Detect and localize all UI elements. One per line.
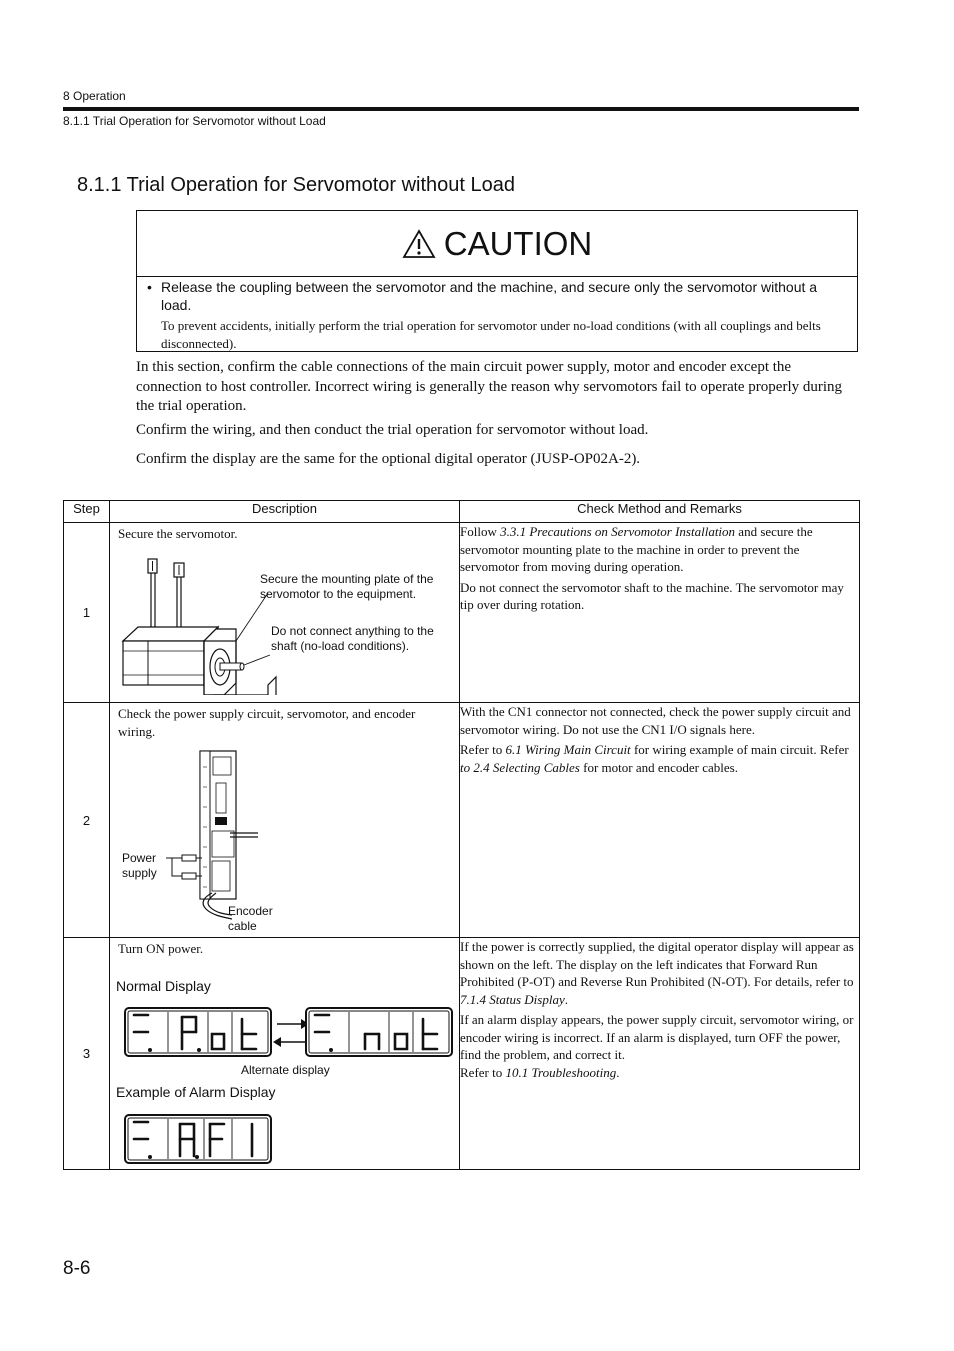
table-row [64, 703, 860, 938]
caution-header [137, 211, 857, 277]
remark-paragraph: If the power is correctly supplied, the digital operator display will appear as shown on the left. The display on the left indicates that Forward Run Prohibited (P-OT) and Reverse Run Prohibited (N-OT). For details, refer to 7.1.4 Status Display. [460, 939, 854, 1007]
caution-note: To prevent accidents, initially perform the trial operation for servomotor under no-load conditions (with all couplings and belts disconnected). [161, 318, 821, 351]
display-n-ot [305, 1007, 453, 1057]
warning-triangle-icon [402, 229, 436, 259]
remark-paragraph: Refer to 10.1 Troubleshooting. [460, 1064, 620, 1080]
header-step: Step [64, 501, 110, 523]
step-description-text: Turn ON power. [118, 941, 204, 956]
step-remarks [460, 938, 860, 1170]
step-description-text: Check the power supply circuit, servomotor, and encoder wiring. [118, 706, 416, 739]
remark-paragraph: Refer to 6.1 Wiring Main Circuit for wiring example of main circuit. Refer to 2.4 Selecting Cables for motor and encoder cables. [460, 742, 849, 775]
header-description: Description [110, 501, 460, 523]
remark-paragraph: Follow 3.3.1 Precautions on Servomotor Installation and secure the servomotor mounting plate to the machine in order to prevent the servomotor from moving during operation. [460, 524, 813, 574]
alternate-arrows-icon [273, 1014, 309, 1050]
page-number: 8-6 [63, 1258, 91, 1279]
encoder-cable-label: Encoder cable [228, 904, 273, 933]
display-alarm-a-f1 [124, 1114, 272, 1164]
power-supply-label: Power supply [122, 851, 157, 880]
intro-paragraph-1: In this section, confirm the cable connections of the main circuit power supply, motor and encoder except the connection to host controller. Incorrect wiring is generally the reason why servomotors fail to operate properly during the trial operation. [136, 359, 843, 414]
step-remarks [460, 703, 860, 938]
caution-label: CAUTION [443, 224, 593, 262]
remark-paragraph: If an alarm display appears, the power supply circuit, servomotor wiring, or encoder wiring is incorrect. If an alarm is displayed, turn OFF the power, find the problem, and correct it. [460, 1012, 854, 1062]
caution-bullet: • Release the coupling between the servomotor and the machine, and secure only the servomotor without a load. [147, 279, 818, 313]
table-row [64, 938, 860, 1170]
intro-paragraph-2: Confirm the wiring, and then conduct the trial operation for servomotor without load. [136, 422, 649, 438]
step-description [110, 523, 460, 703]
step-number: 2 [64, 703, 110, 938]
section-title: 8.1.1 Trial Operation for Servomotor without Load [77, 174, 516, 196]
trial-steps-table [63, 500, 860, 1170]
step-number: 3 [64, 938, 110, 1170]
running-header-chapter: 8 Operation [63, 89, 126, 103]
alternate-display-label: Alternate display [241, 1063, 330, 1077]
display-p-ot [124, 1007, 272, 1057]
remark-paragraph: With the CN1 connector not connected, check the power supply circuit and servomotor wiring. Do not use the CN1 I/O signals here. [460, 704, 851, 737]
normal-display-label: Normal Display [116, 978, 211, 994]
shaft-label: Do not connect anything to the shaft (no-load conditions). [271, 624, 434, 653]
step-number: 1 [64, 523, 110, 703]
mounting-plate-label: Secure the mounting plate of the servomotor to the equipment. [260, 572, 434, 601]
caution-box [136, 210, 858, 352]
step-description-text: Secure the servomotor. [118, 526, 238, 541]
table-row [64, 523, 860, 703]
header-rule [63, 107, 859, 111]
alarm-display-label: Example of Alarm Display [116, 1084, 276, 1100]
header-remarks: Check Method and Remarks [460, 501, 860, 523]
step-remarks [460, 523, 860, 703]
running-header-section: 8.1.1 Trial Operation for Servomotor without Load [63, 114, 326, 128]
step-description [110, 938, 460, 1170]
remark-paragraph: Do not connect the servomotor shaft to the machine. The servomotor may tip over during rotation. [460, 579, 844, 612]
intro-paragraph-3: Confirm the display are the same for the optional digital operator (JUSP-OP02A-2). [136, 451, 641, 467]
step-description [110, 703, 460, 938]
table-header-row [64, 501, 860, 523]
